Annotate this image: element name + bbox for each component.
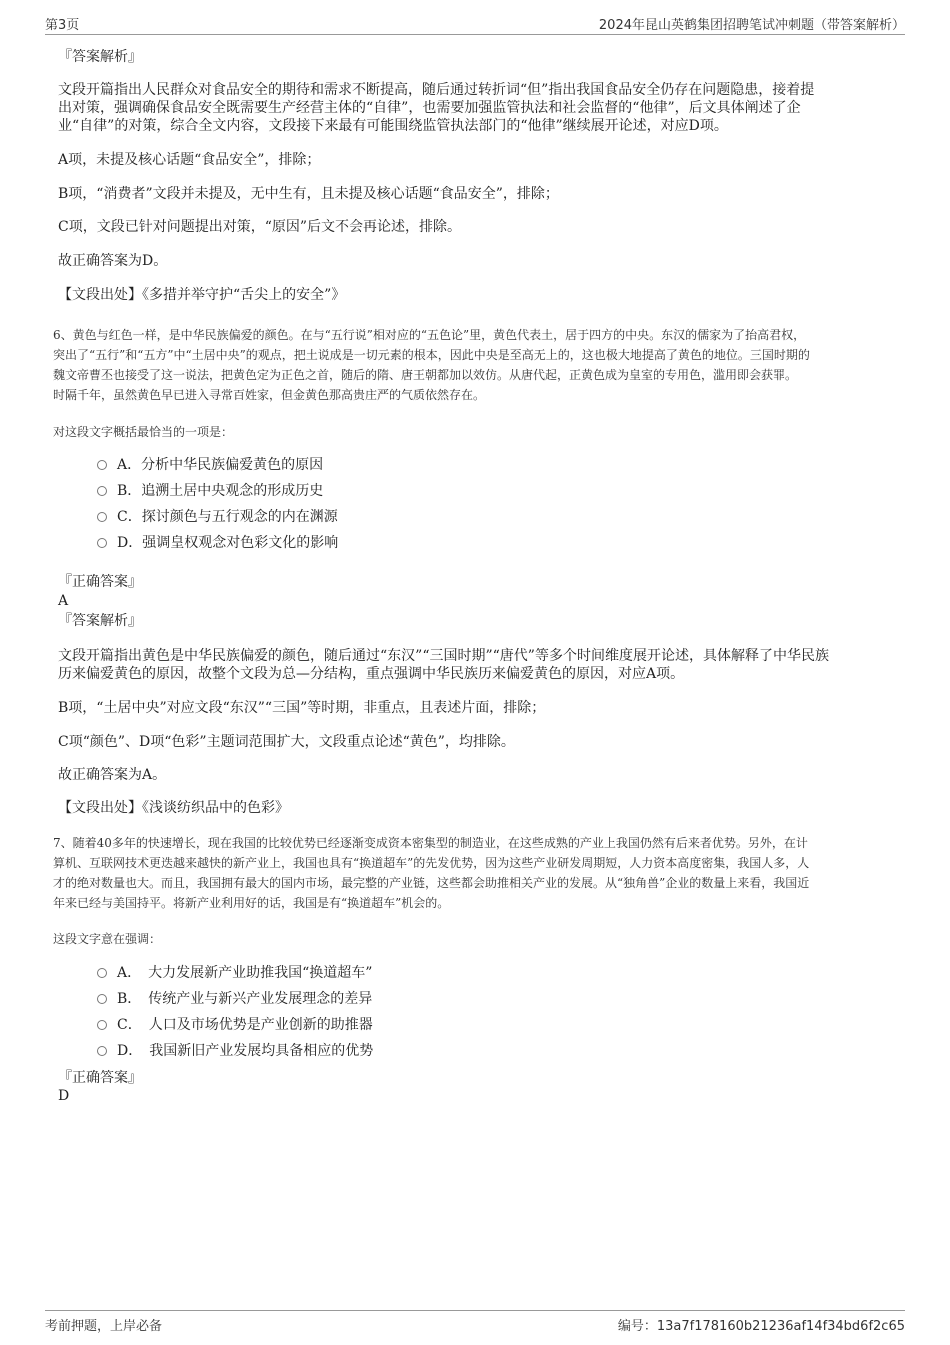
- q5-analysis-line: 业“自律”的对策，综合全文内容，文段接下来最有可能围绕监管执法部门的“他律”继续展开论述，对应D项。: [58, 118, 728, 134]
- q7-option-a[interactable]: [97, 964, 372, 982]
- q6-elimination-cd: C项“颜色”、D项“色彩”主题词范围扩大，文段重点论述“黄色”，均排除。: [58, 734, 515, 750]
- q5-source: 【文段出处】《多措并举守护“舌尖上的安全”》: [58, 287, 346, 303]
- q6-source: 【文段出处】《浅谈纺织品中的色彩》: [58, 800, 289, 816]
- radio-icon[interactable]: [97, 968, 107, 978]
- option-label: C．探讨颜色与五行观念的内在渊源: [117, 509, 338, 525]
- radio-icon[interactable]: [97, 1020, 107, 1030]
- q5-conclusion: 故正确答案为D。: [58, 253, 168, 269]
- radio-icon[interactable]: [97, 994, 107, 1004]
- q7-option-b[interactable]: [97, 990, 372, 1008]
- radio-icon[interactable]: [97, 486, 107, 496]
- q6-elimination-b: B项，“土居中央”对应文段“东汉”“三国”等时期，非重点，且表述片面，排除；: [58, 700, 546, 716]
- q5-elimination-c: C项，文段已针对问题提出对策，“原因”后文不会再论述，排除。: [58, 219, 462, 235]
- radio-icon[interactable]: [97, 460, 107, 470]
- page-footer: [45, 1310, 905, 1335]
- q7-stem-line: 7、随着40多年的快速增长，现在我国的比较优势已经逐渐变成资本密集型的制造业，在这些成熟的产业上我国仍然有后来者优势。另外，在计: [53, 836, 808, 850]
- option-label: D． 我国新旧产业发展均具备相应的优势: [117, 1043, 374, 1059]
- radio-icon[interactable]: [97, 512, 107, 522]
- q6-stem-line: 突出了“五行”和“五方”中“土居中央”的观点，把土说成是一切元素的根本，因此中央是至高无上的，这也极大地提高了黄色的地位。三国时期的: [53, 348, 810, 362]
- q6-stem-line: 6、黄色与红色一样，是中华民族偏爱的颜色。在与“五行说”相对应的“五色论”里，黄色代表土，居于四方的中央。东汉的儒家为了抬高君权，: [53, 328, 806, 342]
- q6-option-b[interactable]: [97, 482, 323, 500]
- radio-icon[interactable]: [97, 1046, 107, 1056]
- q6-stem-line: 魏文帝曹丕也接受了这一说法，把黄色定为正色之首，随后的隋、唐王朝都加以效仿。从唐代起，正黄色成为皇室的专用色，滥用即会获罪。: [53, 368, 798, 382]
- option-label: B．追溯土居中央观念的形成历史: [117, 483, 324, 499]
- q7-stem-line: 才的绝对数量也大。而且，我国拥有最大的国内市场，最完整的产业链，这些都会助推相关产业的发展。从“独角兽”企业的数量上来看，我国近: [53, 876, 810, 890]
- q7-option-c[interactable]: [97, 1016, 373, 1034]
- q7-correct-answer: D: [58, 1088, 70, 1104]
- q6-option-c[interactable]: [97, 508, 338, 526]
- q7-correct-label: 『正确答案』: [58, 1070, 142, 1086]
- footer-slogan: 考前押题，上岸必备: [45, 1319, 163, 1334]
- q6-analysis-label: 『答案解析』: [58, 613, 142, 629]
- option-label: A．分析中华民族偏爱黄色的原因: [117, 457, 324, 473]
- q7-stem-line: 算机、互联网技术更迭越来越快的新产业上，我国也具有“换道超车”的先发优势，因为这些产业研发周期短，人力资本高度密集，我国人多，人: [53, 856, 810, 870]
- q5-analysis-line: 出对策，强调确保食品安全既需要生产经营主体的“自律”，也需要加强监管执法和社会监督的“他律”，后文具体阐述了企: [58, 100, 801, 116]
- document-id: 编号：13a7f178160b21236af14f34bd6f2c65: [617, 1319, 905, 1334]
- q6-conclusion: 故正确答案为A。: [58, 767, 167, 783]
- q5-analysis-label: 『答案解析』: [58, 49, 142, 65]
- q5-elimination-b: B项，“消费者”文段并未提及，无中生有，且未提及核心话题“食品安全”，排除；: [58, 186, 559, 202]
- q6-correct-label: 『正确答案』: [58, 574, 142, 590]
- q7-stem-line: 年来已经与美国持平。将新产业利用好的话，我国是有“换道超车”机会的。: [53, 896, 450, 910]
- q6-stem-line: 时隔千年，虽然黄色早已进入寻常百姓家，但金黄色那高贵庄严的气质依然存在。: [53, 388, 486, 402]
- option-label: A． 大力发展新产业助推我国“换道超车”: [117, 965, 373, 981]
- option-label: B． 传统产业与新兴产业发展理念的差异: [117, 991, 373, 1007]
- q6-correct-answer: A: [58, 593, 69, 609]
- q6-analysis-line: 文段开篇指出黄色是中华民族偏爱的颜色，随后通过“东汉”“三国时期”“唐代”等多个时间维度展开论述，具体解释了中华民族: [58, 648, 829, 664]
- option-label: C． 人口及市场优势是产业创新的助推器: [117, 1017, 373, 1033]
- q7-option-d[interactable]: [97, 1042, 373, 1060]
- q5-analysis-line: 文段开篇指出人民群众对食品安全的期待和需求不断提高，随后通过转折词“但”指出我国食品安全仍存在问题隐患，接着提: [58, 82, 815, 98]
- document-title: 2024年昆山英鹤集团招聘笔试冲刺题（带答案解析）: [598, 18, 905, 33]
- q6-option-a[interactable]: [97, 456, 323, 474]
- q6-option-d[interactable]: [97, 534, 338, 552]
- q5-elimination-a: A项，未提及核心话题“食品安全”，排除；: [58, 152, 321, 168]
- q6-stem: [53, 325, 898, 405]
- page-number: 第3页: [45, 18, 80, 33]
- radio-icon[interactable]: [97, 538, 107, 548]
- option-label: D．强调皇权观念对色彩文化的影响: [117, 535, 339, 551]
- q6-question: 对这段文字概括最恰当的一项是：: [53, 425, 234, 439]
- q6-analysis-line: 历来偏爱黄色的原因，故整个文段为总—分结构，重点强调中华民族历来偏爱黄色的原因，对应A项。: [58, 666, 685, 682]
- q7-stem: [53, 833, 898, 913]
- q7-question: 这段文字意在强调：: [53, 932, 162, 946]
- page-header: [45, 12, 905, 35]
